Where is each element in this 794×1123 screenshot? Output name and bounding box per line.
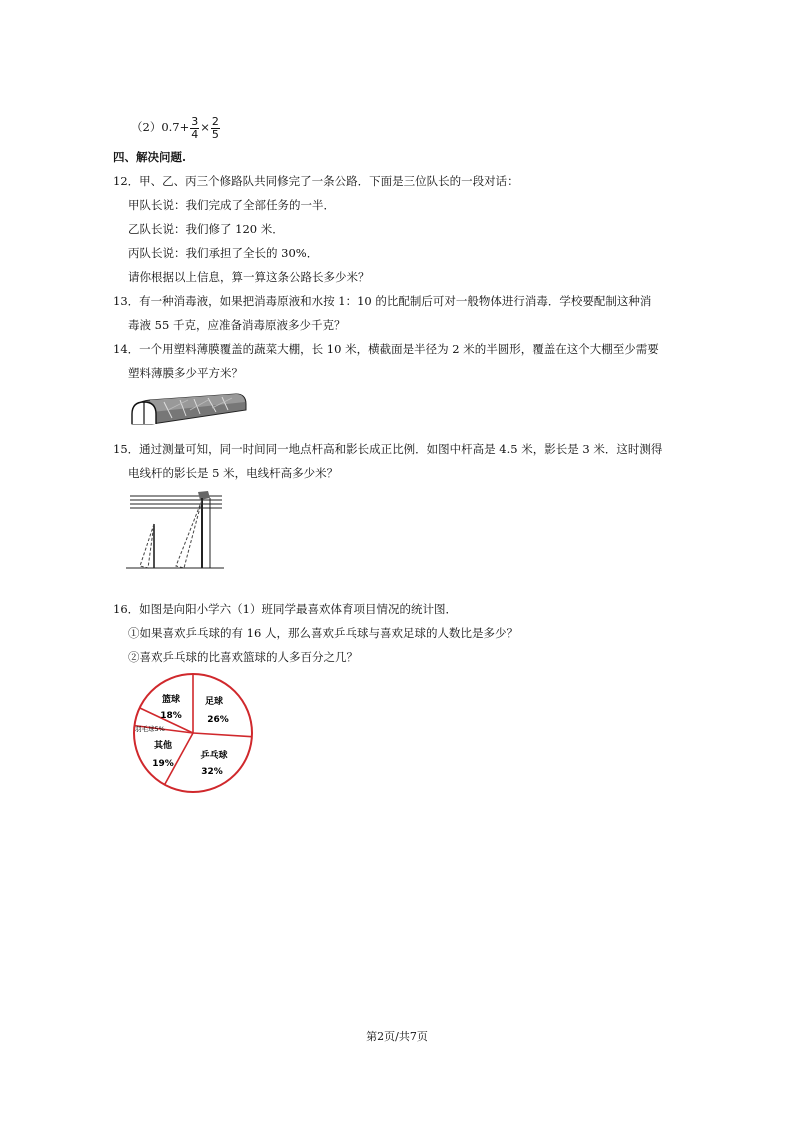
q12-line1: 甲队长说：我们完成了全部任务的一半． (128, 198, 335, 212)
pie-label-badminton: 羽毛球5% (135, 725, 165, 733)
pie-label-pingpong-name: 乒乓球 (200, 751, 228, 761)
pie-label-other-value: 19% (152, 759, 174, 769)
pie-label-other-name: 其他 (153, 741, 173, 751)
q16-sub2: ②喜欢乒乓球的比喜欢篮球的人多百分之几？ (128, 650, 358, 664)
q14-line1: 14．一个用塑料薄膜覆盖的蔬菜大棚，长 10 米，横截面是半径为 2 米的半圆形，覆盖在这个大棚至少需要 (113, 342, 659, 356)
q13-line1: 13．有一种消毒液，如果把消毒原液和水按 1：10 的比配制后可对一般物体进行消毒．学校要配制这种消 (113, 294, 652, 308)
pie-label-football-name: 足球 (204, 697, 224, 707)
q12-line3: 丙队长说：我们承担了全长的 30%． (128, 246, 319, 260)
greenhouse-illustration (128, 388, 250, 428)
pole-shadow-illustration (126, 488, 224, 580)
pie-label-basketball-value: 18% (160, 711, 182, 721)
q15-line1: 15．通过测量可知，同一时间同一地点杆高和影长成正比例．如图中杆高是 4.5 米，影长是 3 米．这时测得 (113, 442, 663, 456)
pie-label-pingpong-value: 32% (201, 767, 223, 777)
fraction-3-4: $\frac{3}{4}$ (191, 114, 199, 141)
pie-label-basketball-name: 篮球 (161, 695, 181, 705)
expression-prefix: （2）0.7+ (131, 120, 190, 134)
q14-line2: 塑料薄膜多少平方米？ (128, 366, 243, 380)
expression-2 (131, 112, 221, 142)
section-heading: 四、解决问题. (113, 150, 187, 164)
times-sign: × (200, 120, 210, 134)
page-footer: 第2页/共7页 (366, 1030, 428, 1043)
fraction-2-5: $\frac{2}{5}$ (211, 114, 219, 141)
q13-line2: 毒液 55 千克，应准备消毒原液多少千克？ (128, 318, 346, 332)
q12-ask: 请你根据以上信息，算一算这条公路长多少米？ (128, 270, 370, 284)
q12-intro: 12．甲、乙、丙三个修路队共同修完了一条公路．下面是三位队长的一段对话： (113, 174, 519, 188)
q16-intro: 16．如图是向阳小学六（1）班同学最喜欢体育项目情况的统计图． (113, 602, 457, 616)
q12-line2: 乙队长说：我们修了 120 米． (128, 222, 284, 236)
pie-label-football-value: 26% (207, 715, 229, 725)
pie-chart (128, 672, 258, 794)
q16-sub1: ①如果喜欢乒乓球的有 16 人，那么喜欢乒乓球与喜欢足球的人数比是多少？ (128, 626, 518, 640)
q15-line2: 电线杆的影长是 5 米，电线杆高多少米？ (128, 466, 339, 480)
